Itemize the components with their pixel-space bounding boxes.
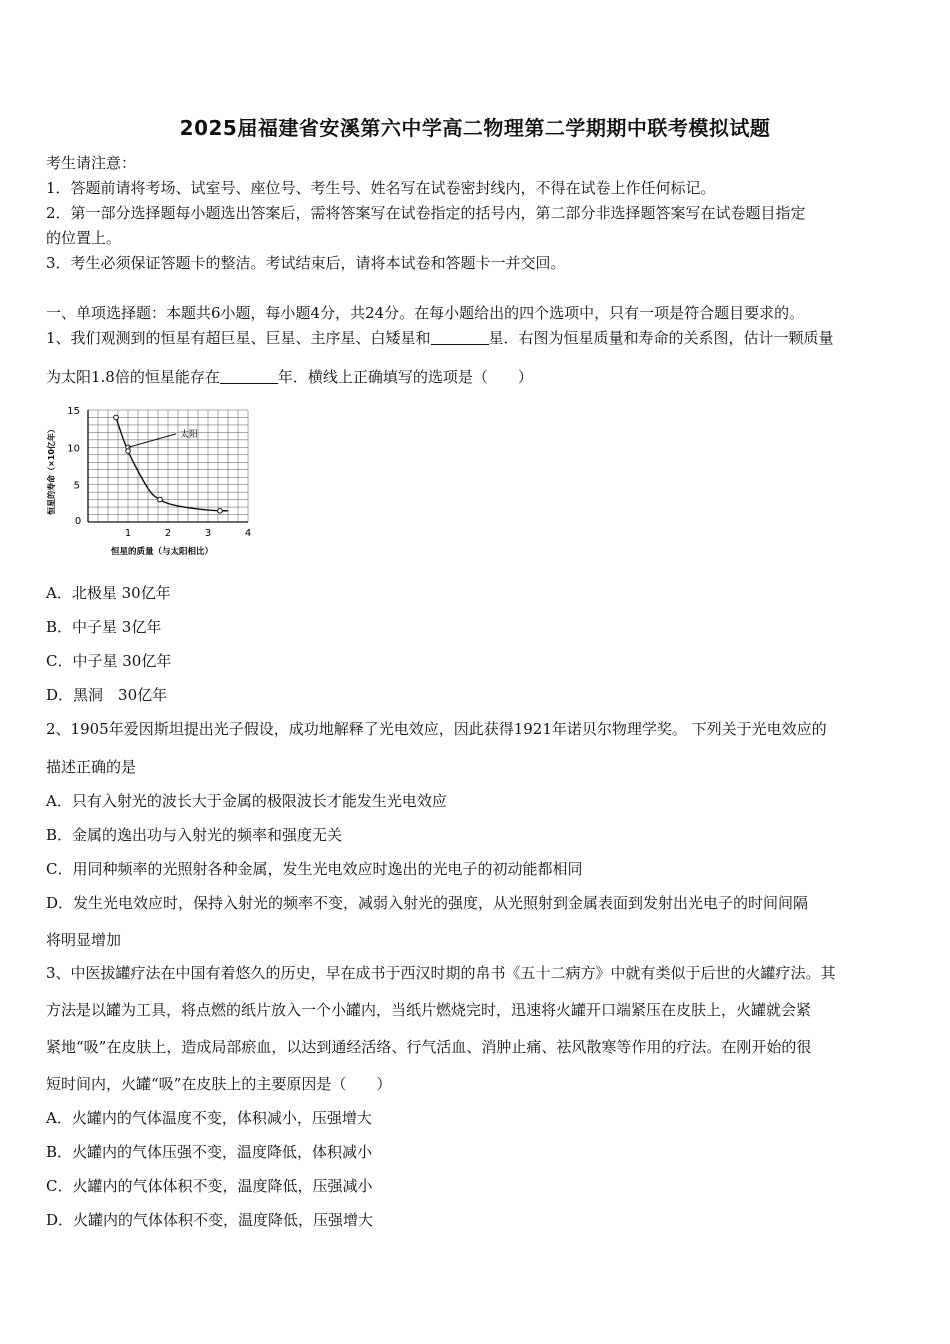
data-point bbox=[158, 497, 163, 502]
q2-stem-line2: 描述正确的是 bbox=[46, 758, 137, 776]
section-heading: 一、单项选择题：本题共6小题，每小题4分，共24分。在每小题给出的四个选项中，只有一项是符合题目要求的。 bbox=[46, 304, 805, 322]
q2-option-b[interactable]: B．金属的逸出功与入射光的频率和强度无关 bbox=[46, 826, 343, 844]
notice-item-1: 1．答题前请将考场、试室号、座位号、考生号、姓名写在试卷密封线内，不得在试卷上作任何标记。 bbox=[46, 179, 716, 197]
q1-text-d: 年．横线上正确填写的选项是（ ） bbox=[277, 368, 533, 386]
q2-option-a[interactable]: A．只有入射光的波长大于金属的极限波长才能发生光电效应 bbox=[46, 792, 447, 810]
q1-option-b[interactable]: B．中子星 3亿年 bbox=[46, 618, 162, 636]
q3-option-d[interactable]: D．火罐内的气体体积不变，温度降低，压强增大 bbox=[46, 1211, 374, 1229]
notice-heading: 考生请注意： bbox=[46, 154, 137, 172]
q1-blank-1 bbox=[431, 330, 489, 345]
q3-option-a[interactable]: A．火罐内的气体温度不变，体积减小，压强增大 bbox=[46, 1109, 372, 1127]
q1-option-a[interactable]: A．北极星 30亿年 bbox=[46, 584, 171, 602]
sun-annotation-line bbox=[128, 434, 176, 447]
x-tick-label: 0 bbox=[74, 516, 82, 527]
x-tick-label: 1 bbox=[124, 528, 132, 539]
q3-option-b[interactable]: B．火罐内的气体压强不变，温度降低，体积减小 bbox=[46, 1143, 373, 1161]
q1-stem-line2 bbox=[46, 366, 533, 387]
y-tick-label: 10 bbox=[67, 443, 80, 455]
q3-stem-line1: 3、中医拔罐疗法在中国有着悠久的历史，早在成书于西汉时期的帛书《五十二病方》中就有类似于后世的火罐疗法。其 bbox=[46, 964, 836, 982]
mass-lifetime-chart bbox=[44, 398, 264, 563]
notice-item-2-cont: 的位置上。 bbox=[46, 229, 122, 247]
q2-option-d[interactable]: D．发生光电效应时，保持入射光的频率不变，减弱入射光的强度，从光照射到金属表面到发射出光电子的时间间隔 bbox=[46, 894, 809, 912]
lifetime-curve bbox=[116, 417, 228, 510]
x-tick-label: 4 bbox=[244, 528, 252, 539]
chart-grid bbox=[88, 410, 248, 522]
q1-option-c[interactable]: C．中子星 30亿年 bbox=[46, 652, 172, 670]
q2-stem-line1: 2、1905年爱因斯坦提出光子假设，成功地解释了光电效应，因此获得1921年诺贝尔物理学奖。 下列关于光电效应的 bbox=[46, 720, 827, 738]
q2-option-c[interactable]: C．用同种频率的光照射各种金属，发生光电效应时逸出的光电子的初动能都相同 bbox=[46, 860, 583, 878]
data-point bbox=[126, 449, 131, 454]
page-title: 2025届福建省安溪第六中学高二物理第二学期期中联考模拟试题 bbox=[179, 116, 771, 140]
y-axis-label: 恒星的寿命（×10亿年） bbox=[47, 425, 56, 515]
notice-item-2: 2．第一部分选择题每小题选出答案后，需将答案写在试卷指定的括号内，第二部分非选择题答案写在试卷题目指定 bbox=[46, 204, 806, 222]
q1-text-b: 星．右图为恒星质量和寿命的关系图，估计一颗质量 bbox=[488, 329, 834, 347]
q3-option-c[interactable]: C．火罐内的气体体积不变，温度降低，压强减小 bbox=[46, 1177, 373, 1195]
q3-stem-line4: 短时间内，火罐“吸”在皮肤上的主要原因是（ ） bbox=[46, 1075, 392, 1093]
data-point bbox=[114, 415, 119, 420]
q2-option-d-cont: 将明显增加 bbox=[46, 931, 122, 949]
q3-stem-line3: 紧地“吸”在皮肤上，造成局部瘀血，以达到通经活络、行气活血、消肿止痛、祛风散寒等作用的疗法。在刚开始的很 bbox=[46, 1038, 812, 1056]
q1-blank-2 bbox=[220, 369, 278, 384]
y-tick-label: 5 bbox=[73, 480, 80, 492]
q1-text-c: 为太阳1.8倍的恒星能存在 bbox=[46, 368, 220, 386]
q1-text-a: 1、我们观测到的恒星有超巨星、巨星、主序星、白矮星和 bbox=[46, 329, 431, 347]
x-tick-label: 2 bbox=[164, 528, 172, 539]
q1-option-d[interactable]: D．黑洞 30亿年 bbox=[46, 686, 168, 704]
sun-annotation: 太阳 bbox=[180, 429, 199, 440]
q3-stem-line2: 方法是以罐为工具，将点燃的纸片放入一个小罐内，当纸片燃烧完时，迅速将火罐开口端紧压在皮肤上，火罐就会紧 bbox=[46, 1001, 812, 1019]
x-axis-label: 恒星的质量（与太阳相比） bbox=[110, 547, 214, 557]
notice-item-3: 3．考生必须保证答题卡的整洁。考试结束后，请将本试卷和答题卡一并交回。 bbox=[46, 254, 566, 272]
data-point bbox=[218, 509, 223, 514]
chart-ticks bbox=[67, 406, 251, 539]
q1-stem-line1 bbox=[46, 327, 834, 348]
x-tick-label: 3 bbox=[204, 528, 212, 539]
y-tick-label: 15 bbox=[67, 406, 80, 417]
